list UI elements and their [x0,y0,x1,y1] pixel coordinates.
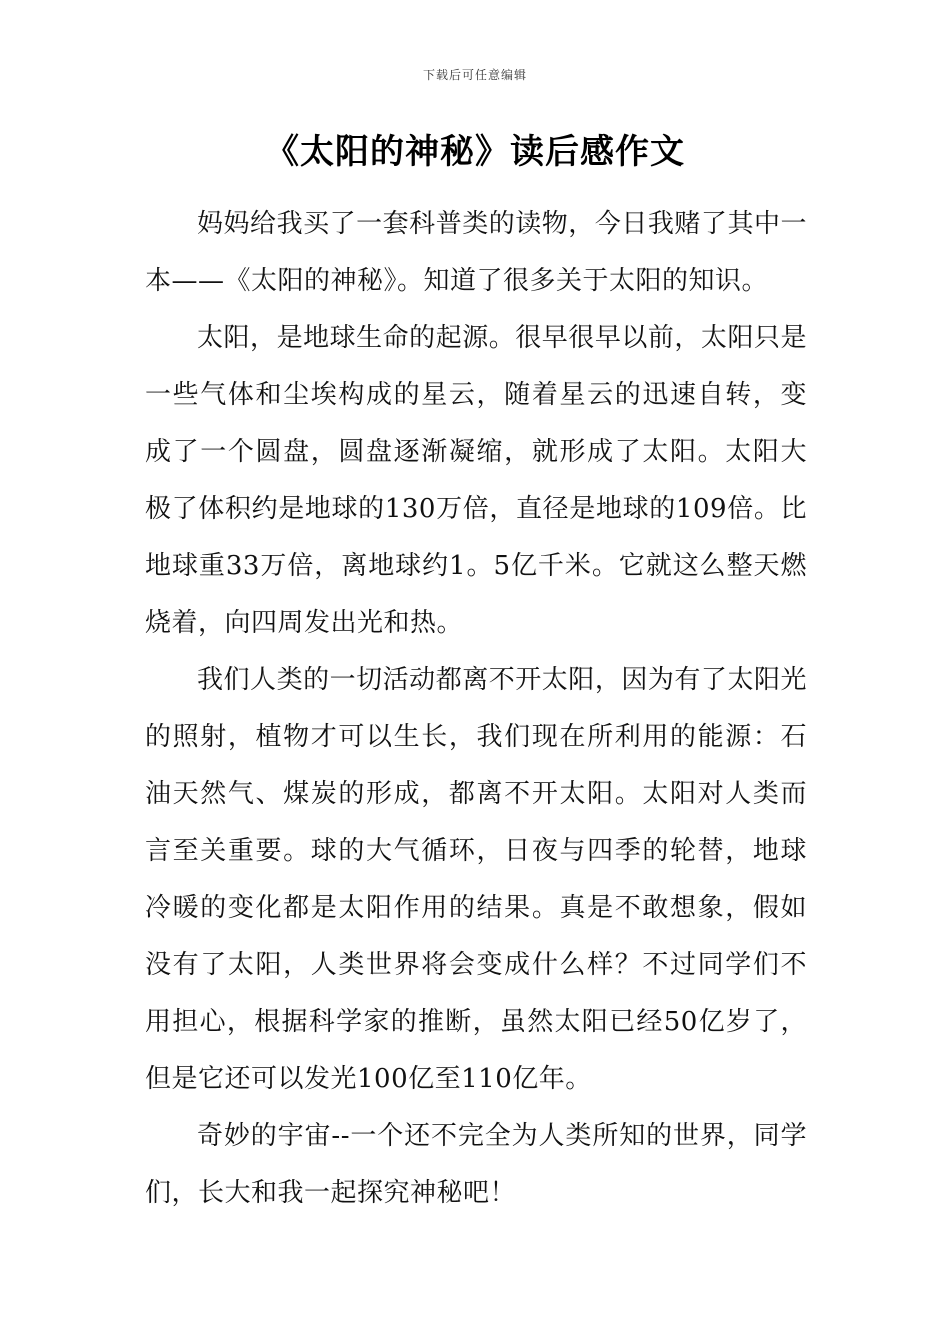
paragraph-4: 奇妙的宇宙--一个还不完全为人类所知的世界，同学们，长大和我一起探究神秘吧！ [145,1121,807,1208]
page-header-note: 下载后可任意编辑 [422,68,527,82]
document-title: 《太阳的神秘》读后感作文 [265,132,685,172]
document-body [145,196,807,1222]
paragraph-1: 妈妈给我买了一套科普类的读物，今日我赌了其中一本——《太阳的神秘》。知道了很多关于太阳的知识。 [145,209,807,296]
paragraph-3: 我们人类的一切活动都离不开太阳，因为有了太阳光的照射，植物才可以生长，我们现在所利用的能源：石油天然气、煤炭的形成，都离不开太阳。太阳对人类而言至关重要。球的大气循环，日夜与四季的轮替，地球冷暖的变化都是太阳作用的结果。真是不敢想象，假如没有了太阳，人类世界将会变成什么样？不过同学们不用担心，根据科学家的推断，虽然太阳已经50亿岁了，但是它还可以发光100亿至110亿年。 [145,665,807,1094]
paragraph-2: 太阳，是地球生命的起源。很早很早以前，太阳只是一些气体和尘埃构成的星云，随着星云的迅速自转，变成了一个圆盘，圆盘逐渐凝缩，就形成了太阳。太阳大极了体积约是地球的130万倍，直径是地球的109倍。比地球重33万倍，离地球约1。5亿千米。它就这么整天燃烧着，向四周发出光和热。 [145,323,807,638]
